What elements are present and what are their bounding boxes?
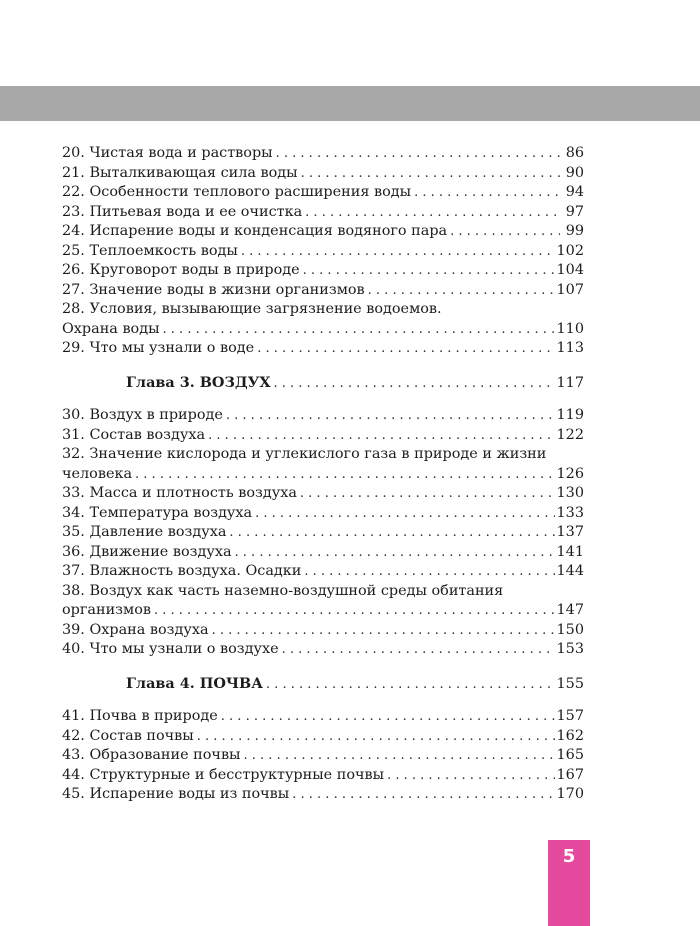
toc-entry[interactable] [62, 222, 584, 242]
toc-entry[interactable] [62, 242, 584, 262]
toc-entry[interactable] [62, 164, 584, 184]
page-number: 5 [562, 846, 576, 867]
entry-page-number: 162 [556, 727, 584, 744]
table-of-contents [62, 144, 584, 805]
entry-title: 36. Движение воздуха [62, 543, 232, 560]
entry-title: 35. Давление воздуха [62, 524, 227, 540]
chapter-heading[interactable] [62, 674, 584, 694]
dot-leader [368, 281, 555, 301]
dot-leader [414, 183, 560, 203]
entry-page-number: 155 [556, 675, 584, 692]
entry-title: 27. Значение воды в жизни организмов [62, 281, 365, 298]
toc-entry[interactable] [62, 562, 584, 582]
entry-title: 22. Особенности теплового расширения воды [62, 184, 412, 200]
entry-title: 30. Воздух в природе [62, 407, 223, 423]
entry-page-number: 113 [556, 340, 584, 356]
entry-title: 42. Состав почвы [62, 727, 194, 744]
entry-page-number: 157 [556, 708, 584, 724]
dot-leader [282, 640, 555, 660]
toc-entry[interactable] [62, 203, 584, 223]
entry-page-number: 102 [556, 242, 584, 259]
entry-title: 40. Что мы узнали о воздухе [62, 641, 279, 657]
entry-page-number: 150 [556, 621, 584, 638]
entry-page-number: 153 [556, 641, 584, 657]
entry-title: 20. Чистая вода и растворы [62, 145, 273, 161]
toc-entry[interactable] [62, 785, 584, 805]
entry-title: 21. Выталкивающая сила воды [62, 164, 298, 181]
entry-title: 33. Масса и плотность воздуха [62, 485, 297, 501]
entry-page-number: 107 [556, 281, 584, 298]
entry-page-number: 165 [556, 747, 584, 763]
entry-page-number: 119 [556, 407, 584, 423]
entry-title: 23. Питьевая вода и ее очистка [62, 203, 303, 220]
entry-title: 25. Теплоемкость воды [62, 242, 238, 259]
toc-entry[interactable] [62, 281, 584, 301]
toc-entry[interactable] [62, 543, 584, 563]
entry-title: 29. Что мы узнали о воде [62, 340, 255, 356]
dot-leader [303, 261, 555, 281]
dot-leader [304, 562, 554, 582]
entry-page-number: 117 [556, 374, 584, 391]
dot-leader [235, 543, 555, 563]
entry-title-line[interactable]: 32. Значение кислорода и углекислого газа в природе и жизни [62, 446, 547, 462]
toc-entry[interactable] [62, 465, 584, 485]
entry-page-number: 110 [556, 320, 584, 337]
dot-leader [208, 426, 554, 446]
entry-page-number: 144 [556, 563, 584, 579]
toc-entry[interactable] [62, 406, 584, 426]
entry-page-number: 97 [565, 203, 584, 220]
toc-entry[interactable] [62, 746, 584, 766]
toc-entry[interactable] [62, 707, 584, 727]
dot-leader [221, 707, 555, 727]
toc-entry[interactable] [62, 261, 584, 281]
toc-entry[interactable] [62, 727, 584, 747]
dot-leader [154, 601, 555, 621]
toc-entry[interactable] [62, 640, 584, 660]
entry-title: 34. Температура воздуха [62, 504, 253, 521]
entry-title: 26. Круговорот воды в природе [62, 262, 300, 278]
toc-entry[interactable] [62, 426, 584, 446]
dot-leader [274, 374, 555, 394]
entry-title-line[interactable]: 28. Условия, вызывающие загрязнение водоемов. [62, 301, 442, 317]
dot-leader [197, 727, 555, 747]
entry-title: 37. Влажность воздуха. Осадки [62, 563, 302, 579]
toc-entry[interactable] [62, 183, 584, 203]
entry-page-number: 170 [556, 786, 584, 802]
toc-entry[interactable] [62, 766, 584, 786]
dot-leader [292, 785, 554, 805]
entry-title: 44. Структурные и бесструктурные почвы [62, 766, 385, 783]
dot-leader [241, 242, 555, 262]
toc-entry[interactable] [62, 523, 584, 543]
dot-leader [226, 406, 555, 426]
entry-page-number: 137 [556, 524, 584, 540]
entry-page-number: 90 [565, 164, 584, 181]
header-band [0, 86, 700, 121]
entry-title: 43. Образование почвы [62, 747, 241, 763]
dot-leader [244, 746, 555, 766]
entry-page-number: 126 [556, 465, 584, 482]
entry-title-line[interactable]: 38. Воздух как часть наземно-воздушной среды обитания [62, 582, 504, 599]
toc-entry[interactable] [62, 339, 584, 359]
toc-entry[interactable] [62, 504, 584, 524]
entry-title: Охрана воды [62, 320, 160, 337]
entry-page-number: 99 [565, 223, 584, 239]
dot-leader [163, 320, 555, 340]
entry-title: человека [62, 465, 133, 482]
entry-page-number: 141 [556, 543, 584, 560]
dot-leader [212, 621, 555, 641]
toc-entry[interactable] [62, 144, 584, 164]
dot-leader [255, 504, 554, 524]
dot-leader [450, 222, 560, 242]
toc-entry[interactable] [62, 484, 584, 504]
dot-leader [276, 144, 560, 164]
dot-leader [305, 203, 560, 223]
entry-page-number: 130 [556, 485, 584, 501]
entry-page-number: 94 [565, 184, 584, 200]
toc-entry[interactable] [62, 320, 584, 340]
entry-page-number: 147 [556, 602, 584, 618]
entry-title: Глава 4. ПОЧВА [126, 674, 263, 692]
entry-title: 31. Состав воздуха [62, 426, 206, 443]
toc-entry[interactable] [62, 621, 584, 641]
dot-leader [387, 766, 554, 786]
entry-title: организмов [62, 602, 151, 618]
dot-leader [257, 339, 554, 359]
chapter-heading[interactable] [62, 373, 584, 393]
entry-page-number: 122 [556, 426, 584, 443]
toc-entry[interactable] [62, 601, 584, 621]
dot-leader [135, 465, 555, 485]
entry-title: 41. Почва в природе [62, 708, 218, 724]
entry-page-number: 86 [565, 145, 584, 161]
dot-leader [266, 675, 555, 695]
dot-leader [300, 484, 555, 504]
entry-page-number: 104 [556, 262, 584, 278]
entry-title: 24. Испарение воды и конденсация водяного пара [62, 223, 448, 239]
entry-title: Глава 3. ВОЗДУХ [126, 373, 271, 391]
entry-title: 45. Испарение воды из почвы [62, 786, 290, 802]
entry-page-number: 167 [556, 766, 584, 783]
entry-page-number: 133 [556, 504, 584, 521]
dot-leader [229, 523, 554, 543]
entry-title: 39. Охрана воздуха [62, 621, 209, 638]
dot-leader [301, 164, 560, 184]
